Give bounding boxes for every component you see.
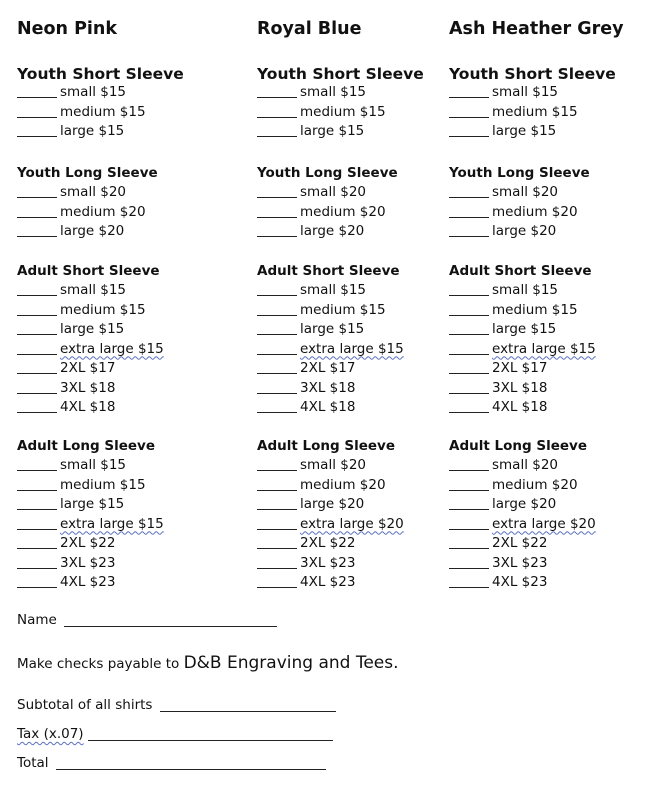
checks-prefix: Make checks payable to <box>17 656 180 672</box>
quantity-blank[interactable] <box>449 122 489 137</box>
tax-label: Tax (x.07) <box>17 726 84 742</box>
order-line <box>449 122 649 142</box>
order-line <box>257 122 457 142</box>
order-line <box>449 379 649 399</box>
item-label: small $15 <box>300 282 367 298</box>
subtotal-field[interactable] <box>160 697 336 712</box>
quantity-blank[interactable] <box>257 103 297 118</box>
order-line <box>257 476 457 496</box>
item-label: 3XL $23 <box>492 554 548 571</box>
order-line <box>17 281 217 301</box>
order-line <box>17 573 217 593</box>
order-line <box>17 83 217 103</box>
section-youth-long-sleeve <box>449 163 649 242</box>
quantity-blank[interactable] <box>449 398 489 413</box>
item-label: 4XL $18 <box>492 399 548 415</box>
order-line <box>17 340 217 360</box>
item-label: medium $20 <box>60 203 146 220</box>
quantity-blank[interactable] <box>17 554 57 569</box>
order-line <box>17 495 217 515</box>
order-line <box>449 320 649 340</box>
total-row <box>17 755 326 771</box>
section-adult-long-sleeve <box>257 436 457 593</box>
quantity-blank[interactable] <box>257 203 297 218</box>
quantity-blank[interactable] <box>449 495 489 510</box>
section-title: Adult Short Sleeve <box>449 263 592 279</box>
section-title: Adult Long Sleeve <box>17 438 155 454</box>
quantity-blank[interactable] <box>449 476 489 491</box>
order-line <box>17 379 217 399</box>
item-label: large $15 <box>492 123 557 139</box>
section-youth-short-sleeve <box>17 63 217 142</box>
order-line <box>17 320 217 340</box>
quantity-blank[interactable] <box>449 359 489 374</box>
quantity-blank[interactable] <box>17 495 57 510</box>
item-label: large $15 <box>300 321 365 337</box>
order-line <box>449 83 649 103</box>
item-label: large $20 <box>60 223 125 239</box>
order-line <box>449 495 649 515</box>
quantity-blank[interactable] <box>257 398 297 413</box>
item-label: extra large $15 <box>60 340 164 357</box>
order-line <box>17 122 217 142</box>
quantity-blank[interactable] <box>17 379 57 394</box>
company-name: D&B Engraving and Tees. <box>183 653 399 673</box>
subtotal-label: Subtotal of all shirts <box>17 697 153 713</box>
order-line <box>449 281 649 301</box>
quantity-blank[interactable] <box>449 534 489 549</box>
order-line <box>17 222 217 242</box>
quantity-blank[interactable] <box>17 515 57 530</box>
quantity-blank[interactable] <box>257 495 297 510</box>
name-row <box>17 612 277 628</box>
quantity-blank[interactable] <box>17 359 57 374</box>
item-label: small $15 <box>300 84 367 100</box>
order-line <box>449 573 649 593</box>
quantity-blank[interactable] <box>17 320 57 335</box>
section-youth-short-sleeve <box>449 63 649 142</box>
order-line <box>17 203 217 223</box>
quantity-blank[interactable] <box>257 476 297 491</box>
quantity-blank[interactable] <box>449 203 489 218</box>
section-title: Youth Long Sleeve <box>257 165 398 181</box>
section-adult-long-sleeve <box>449 436 649 593</box>
order-line <box>257 534 457 554</box>
order-line <box>257 456 457 476</box>
item-label: medium $15 <box>492 301 578 318</box>
item-label: small $20 <box>492 184 559 200</box>
quantity-blank[interactable] <box>17 203 57 218</box>
item-label: 3XL $23 <box>300 554 356 571</box>
order-line <box>17 359 217 379</box>
quantity-blank[interactable] <box>17 398 57 413</box>
order-line <box>449 456 649 476</box>
total-label: Total <box>17 755 49 771</box>
order-line <box>17 476 217 496</box>
order-line <box>257 340 457 360</box>
item-label: 3XL $18 <box>300 379 356 396</box>
item-label: 4XL $23 <box>300 574 356 590</box>
section-title: Youth Short Sleeve <box>257 65 424 83</box>
item-label: medium $15 <box>60 103 146 120</box>
item-label: 2XL $22 <box>60 535 116 551</box>
section-adult-short-sleeve <box>17 261 217 418</box>
item-label: medium $15 <box>60 476 146 493</box>
item-label: medium $15 <box>60 301 146 318</box>
order-line <box>17 398 217 418</box>
quantity-blank[interactable] <box>449 301 489 316</box>
quantity-blank[interactable] <box>449 340 489 355</box>
quantity-blank[interactable] <box>257 340 297 355</box>
quantity-blank[interactable] <box>257 183 297 198</box>
item-label: 2XL $22 <box>492 535 548 551</box>
order-line <box>257 83 457 103</box>
item-label: 2XL $17 <box>60 360 116 376</box>
quantity-blank[interactable] <box>257 515 297 530</box>
order-line <box>449 515 649 535</box>
item-label: medium $20 <box>492 476 578 493</box>
quantity-blank[interactable] <box>449 222 489 237</box>
order-line <box>257 554 457 574</box>
quantity-blank[interactable] <box>449 456 489 471</box>
item-label: medium $15 <box>300 301 386 318</box>
quantity-blank[interactable] <box>449 320 489 335</box>
item-label: large $15 <box>492 321 557 337</box>
item-label: extra large $15 <box>60 515 164 532</box>
order-line <box>257 301 457 321</box>
section-title: Adult Long Sleeve <box>257 438 395 454</box>
item-label: medium $20 <box>492 203 578 220</box>
quantity-blank[interactable] <box>449 103 489 118</box>
item-label: large $15 <box>300 123 365 139</box>
item-label: 4XL $23 <box>492 574 548 590</box>
order-line <box>257 320 457 340</box>
quantity-blank[interactable] <box>17 340 57 355</box>
item-label: small $20 <box>300 457 367 473</box>
item-label: 2XL $17 <box>492 360 548 376</box>
column-title: Neon Pink <box>17 19 118 39</box>
section-adult-long-sleeve <box>17 436 217 593</box>
item-label: small $20 <box>300 184 367 200</box>
item-label: medium $20 <box>300 476 386 493</box>
item-label: medium $20 <box>300 203 386 220</box>
quantity-blank[interactable] <box>257 359 297 374</box>
item-label: large $15 <box>60 321 125 337</box>
section-title: Youth Long Sleeve <box>17 165 158 181</box>
order-line <box>257 183 457 203</box>
column-title: Royal Blue <box>257 19 362 39</box>
quantity-blank[interactable] <box>449 379 489 394</box>
quantity-blank[interactable] <box>17 534 57 549</box>
order-line <box>257 573 457 593</box>
order-line <box>449 476 649 496</box>
quantity-blank[interactable] <box>17 183 57 198</box>
quantity-blank[interactable] <box>17 83 57 98</box>
checks-payable-line <box>17 653 399 673</box>
tax-field[interactable] <box>88 726 333 741</box>
order-line <box>257 203 457 223</box>
section-title: Youth Long Sleeve <box>449 165 590 181</box>
item-label: small $15 <box>492 282 559 298</box>
item-label: large $20 <box>492 496 557 512</box>
item-label: large $20 <box>300 496 365 512</box>
order-line <box>449 301 649 321</box>
name-label: Name <box>17 612 57 628</box>
item-label: large $15 <box>60 496 125 512</box>
section-title: Youth Short Sleeve <box>17 65 184 83</box>
item-label: extra large $20 <box>492 515 596 532</box>
order-line <box>449 183 649 203</box>
subtotal-row <box>17 697 336 713</box>
section-youth-long-sleeve <box>17 163 217 242</box>
item-label: extra large $20 <box>300 515 404 532</box>
quantity-blank[interactable] <box>17 476 57 491</box>
quantity-blank[interactable] <box>449 554 489 569</box>
item-label: small $20 <box>60 184 127 200</box>
item-label: small $15 <box>60 457 127 473</box>
order-line <box>17 534 217 554</box>
order-line <box>17 183 217 203</box>
item-label: 4XL $23 <box>60 574 116 590</box>
order-line <box>257 515 457 535</box>
order-line <box>449 340 649 360</box>
item-label: large $20 <box>300 223 365 239</box>
quantity-blank[interactable] <box>257 554 297 569</box>
quantity-blank[interactable] <box>449 183 489 198</box>
order-line <box>449 359 649 379</box>
quantity-blank[interactable] <box>17 281 57 296</box>
item-label: small $20 <box>492 457 559 473</box>
section-adult-short-sleeve <box>257 261 457 418</box>
section-title: Youth Short Sleeve <box>449 65 616 83</box>
quantity-blank[interactable] <box>257 534 297 549</box>
quantity-blank[interactable] <box>17 103 57 118</box>
quantity-blank[interactable] <box>257 320 297 335</box>
quantity-blank[interactable] <box>257 456 297 471</box>
section-youth-short-sleeve <box>257 63 457 142</box>
name-field[interactable] <box>64 612 277 627</box>
item-label: 3XL $18 <box>60 379 116 396</box>
quantity-blank[interactable] <box>257 573 297 588</box>
item-label: extra large $15 <box>492 340 596 357</box>
section-title: Adult Long Sleeve <box>449 438 587 454</box>
item-label: extra large $15 <box>300 340 404 357</box>
order-line <box>449 222 649 242</box>
total-field[interactable] <box>56 755 326 770</box>
order-line <box>17 301 217 321</box>
quantity-blank[interactable] <box>257 122 297 137</box>
section-youth-long-sleeve <box>257 163 457 242</box>
section-title: Adult Short Sleeve <box>257 263 400 279</box>
order-line <box>17 456 217 476</box>
item-label: 2XL $22 <box>300 535 356 551</box>
order-line <box>257 222 457 242</box>
order-line <box>449 398 649 418</box>
column-title: Ash Heather Grey <box>449 19 624 39</box>
item-label: large $20 <box>492 223 557 239</box>
order-line <box>17 554 217 574</box>
item-label: medium $15 <box>492 103 578 120</box>
quantity-blank[interactable] <box>257 281 297 296</box>
quantity-blank[interactable] <box>257 301 297 316</box>
order-line <box>449 534 649 554</box>
item-label: 4XL $18 <box>300 399 356 415</box>
item-label: medium $15 <box>300 103 386 120</box>
order-line <box>449 554 649 574</box>
order-line <box>257 379 457 399</box>
order-line <box>449 203 649 223</box>
item-label: 2XL $17 <box>300 360 356 376</box>
order-line <box>17 103 217 123</box>
order-line <box>449 103 649 123</box>
quantity-blank[interactable] <box>449 83 489 98</box>
order-line <box>257 281 457 301</box>
quantity-blank[interactable] <box>257 379 297 394</box>
order-line <box>17 515 217 535</box>
quantity-blank[interactable] <box>449 515 489 530</box>
quantity-blank[interactable] <box>257 222 297 237</box>
quantity-blank[interactable] <box>17 456 57 471</box>
item-label: large $15 <box>60 123 125 139</box>
tax-row <box>17 726 333 742</box>
section-adult-short-sleeve <box>449 261 649 418</box>
quantity-blank[interactable] <box>449 573 489 588</box>
item-label: small $15 <box>60 282 127 298</box>
item-label: 4XL $18 <box>60 399 116 415</box>
order-line <box>257 359 457 379</box>
quantity-blank[interactable] <box>17 573 57 588</box>
order-line <box>257 398 457 418</box>
order-line <box>257 495 457 515</box>
order-line <box>257 103 457 123</box>
section-title: Adult Short Sleeve <box>17 263 160 279</box>
quantity-blank[interactable] <box>17 222 57 237</box>
item-label: small $15 <box>492 84 559 100</box>
quantity-blank[interactable] <box>17 301 57 316</box>
item-label: small $15 <box>60 84 127 100</box>
quantity-blank[interactable] <box>449 281 489 296</box>
item-label: 3XL $23 <box>60 554 116 571</box>
quantity-blank[interactable] <box>17 122 57 137</box>
item-label: 3XL $18 <box>492 379 548 396</box>
quantity-blank[interactable] <box>257 83 297 98</box>
